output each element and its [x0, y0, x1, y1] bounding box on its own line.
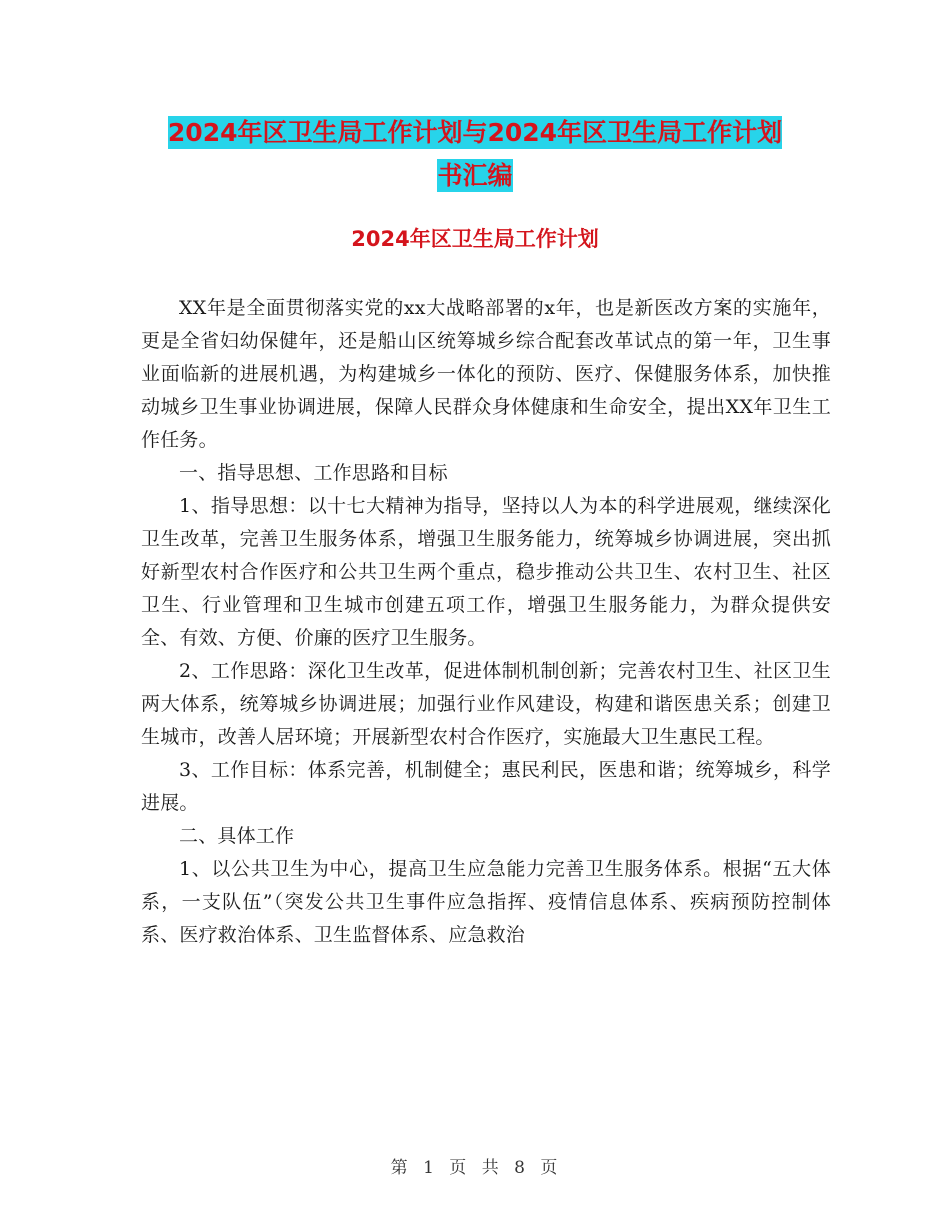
page-footer: 第 1 页 共 8 页: [390, 1158, 560, 1178]
document-title-line-1: [0, 113, 950, 153]
paragraph-work-approach: 2、工作思路：深化卫生改革，促进体制机制创新；完善农村卫生、社区卫生两大体系，统筹城乡协调进展；加强行业作风建设，构建和谐医患关系；创建卫生城市，改善人居环境；开展新型农村合作医疗，实施最大卫生惠民工程。: [141, 660, 831, 748]
section-title: 2024年区卫生局工作计划: [351, 227, 599, 251]
title-text-1: 2024年区卫生局工作计划与2024年区卫生局工作计划: [167, 118, 783, 147]
paragraph-work-goals: 3、工作目标：体系完善，机制健全；惠民利民，医患和谐；统筹城乡，科学进展。: [141, 759, 831, 814]
heading-guiding-principles: 一、指导思想、工作思路和目标: [179, 462, 448, 484]
paragraph-guiding-thought: 1、指导思想：以十七大精神为指导，坚持以人为本的科学进展观，继续深化卫生改革，完善卫生服务体系，增强卫生服务能力，统筹城乡协调进展，突出抓好新型农村合作医疗和公共卫生两个重点，稳步推动公共卫生、农村卫生、社区卫生、行业管理和卫生城市创建五项工作，增强卫生服务能力，为群众提供安全、有效、方便、价廉的医疗卫生服务。: [141, 495, 831, 649]
document-title-line-2: [0, 156, 950, 196]
document-body: [141, 292, 831, 952]
paragraph-public-health: 1、以公共卫生为中心，提高卫生应急能力完善卫生服务体系。根据“五大体系，一支队伍”（突发公共卫生事件应急指挥、疫情信息体系、疾病预防控制体系、医疗救治体系、卫生监督体系、应急救治: [141, 858, 831, 946]
title-text-2: 书汇编: [437, 161, 513, 190]
heading-specific-work: 二、具体工作: [179, 825, 295, 847]
paragraph-intro: XX年是全面贯彻落实党的xx大战略部署的x年，也是新医改方案的实施年，更是全省妇幼保健年，还是船山区统筹城乡综合配套改革试点的第一年，卫生事业面临新的进展机遇，为构建城乡一体化的预防、医疗、保健服务体系，加快推动城乡卫生事业协调进展，保障人民群众身体健康和生命安全，提出XX年卫生工作任务。: [141, 297, 831, 451]
